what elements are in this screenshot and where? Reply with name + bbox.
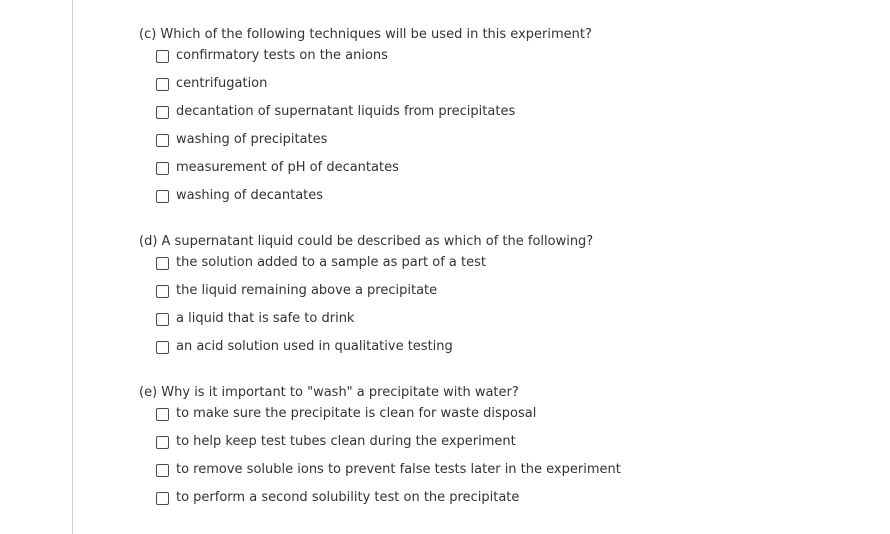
checkbox[interactable] [156,162,169,175]
option-item[interactable] [156,430,519,458]
option-label[interactable]: washing of decantates [176,188,324,203]
option-item[interactable] [156,251,593,279]
option-list [139,402,621,505]
option-item[interactable] [156,100,592,128]
option-label[interactable]: to remove soluble ions to prevent false tests later in the experiment [176,462,621,477]
checkbox[interactable] [156,134,169,147]
option-label[interactable]: washing of precipitates [176,132,328,147]
checkbox[interactable] [156,78,169,91]
option-item[interactable] [156,156,592,184]
checkbox[interactable] [156,50,169,63]
option-label[interactable]: decantation of supernatant liquids from precipitates [176,104,516,119]
option-label[interactable]: the solution added to a sample as part of a test [176,255,487,270]
option-list [139,44,592,201]
checkbox[interactable] [156,492,169,505]
checkbox[interactable] [156,464,169,477]
checkbox[interactable] [156,313,169,326]
option-item[interactable] [156,402,537,430]
question-e [139,384,621,505]
checkbox[interactable] [156,408,169,421]
question-d [139,233,593,352]
option-label[interactable]: to help keep test tubes clean during the experiment [176,434,516,449]
option-item[interactable] [156,44,592,72]
option-label[interactable]: measurement of pH of decantates [176,160,399,175]
checkbox[interactable] [156,106,169,119]
question-prompt: (e) Why is it important to "wash" a precipitate with water? [139,385,519,400]
option-label[interactable]: centrifugation [176,76,268,91]
option-label[interactable]: confirmatory tests on the anions [176,48,388,63]
option-item[interactable] [156,335,593,352]
option-item[interactable] [156,486,519,503]
option-item[interactable] [156,184,592,201]
option-label[interactable]: a liquid that is safe to drink [176,311,355,326]
checkbox[interactable] [156,257,169,270]
checkbox[interactable] [156,190,169,203]
option-item[interactable] [156,307,593,335]
option-label[interactable]: to perform a second solubility test on the precipitate [176,490,520,505]
question-prompt: (d) A supernatant liquid could be described as which of the following? [139,234,594,249]
question-prompt: (c) Which of the following techniques will be used in this experiment? [139,27,592,42]
option-item[interactable] [156,458,621,486]
option-item[interactable] [156,72,592,100]
left-margin-rule [72,0,73,534]
option-item[interactable] [156,128,592,156]
option-label[interactable]: an acid solution used in qualitative testing [176,339,453,354]
option-list [139,251,593,352]
checkbox[interactable] [156,341,169,354]
option-label[interactable]: the liquid remaining above a precipitate [176,283,438,298]
option-label[interactable]: to make sure the precipitate is clean for waste disposal [176,406,537,421]
question-c [139,26,592,201]
checkbox[interactable] [156,436,169,449]
checkbox[interactable] [156,285,169,298]
option-item[interactable] [156,279,593,307]
